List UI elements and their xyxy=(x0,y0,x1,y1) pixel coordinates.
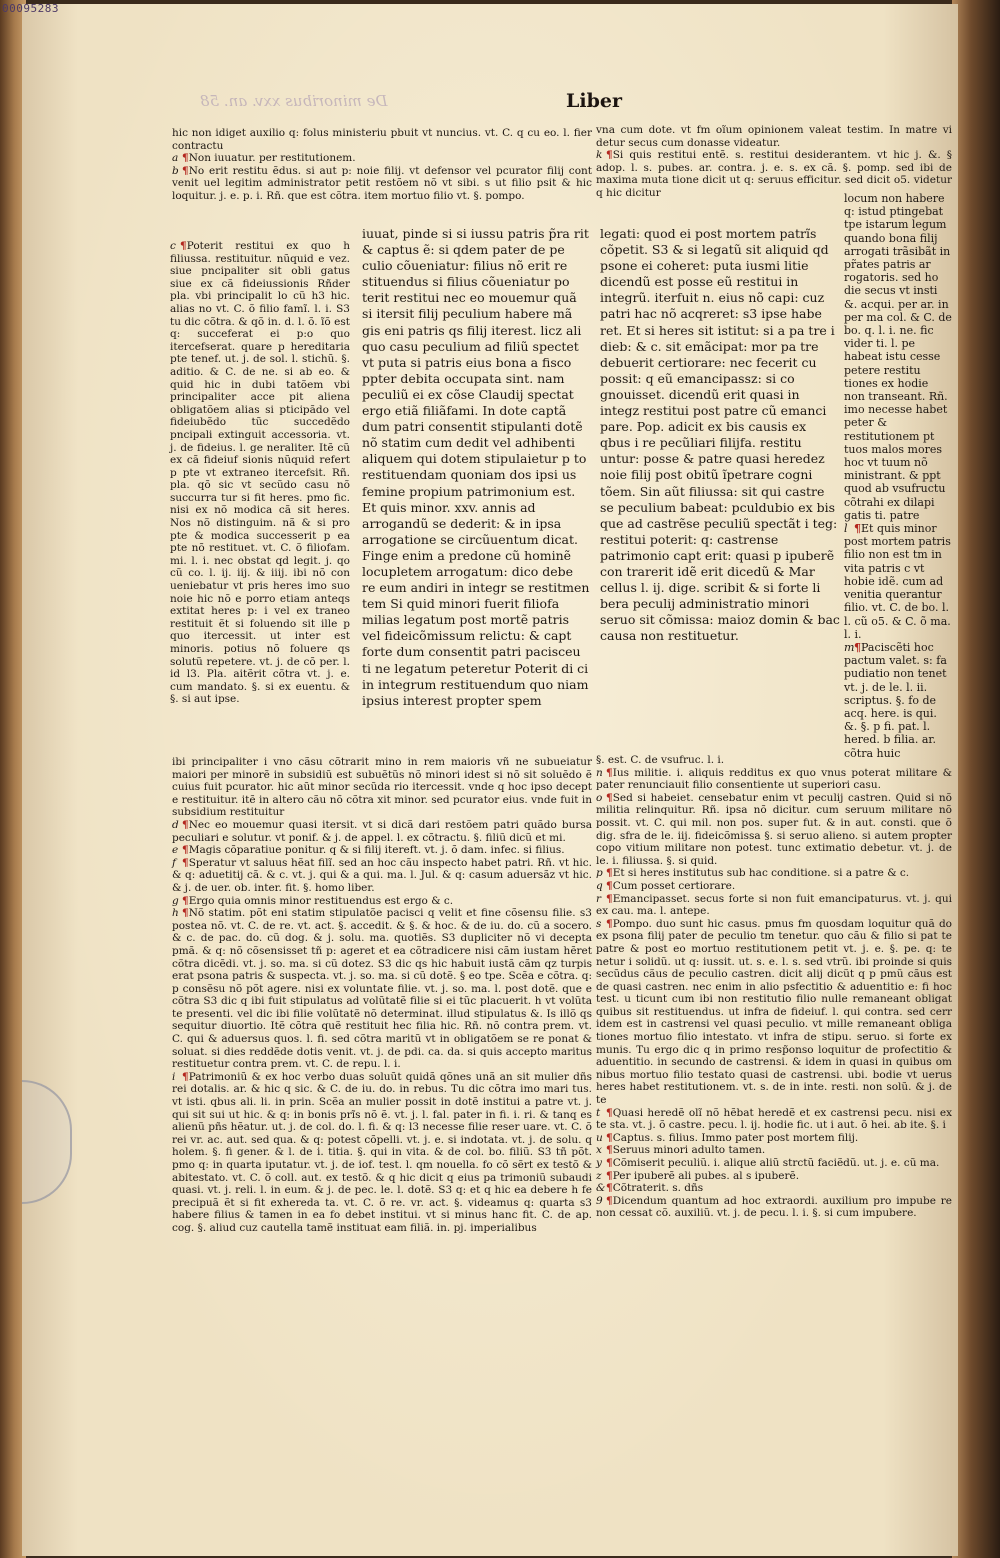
gloss-marker: d xyxy=(172,818,179,831)
gloss-text: Si quis restitui entẽ. s. restitui desiderantem. vt hic j. &. § adop. l. s. pubes. ar. contra. j. e. s. ex cã. §. pomp. sed ibi de maxima muta tione dicit ut q: seruus efficitur. sed dicit o5. videtur q hic dicitur xyxy=(596,149,952,199)
gloss-paragraph: vna cum dote. vt fm oĩum opinionem valeat testim. In matre vi detur secus cum donasse videatur. xyxy=(596,124,952,149)
gloss-paragraph: hic non idiget auxilio q: folus ministeriu pbuit vt nuncius. vt. C. q cu eo. l. fier contractu xyxy=(172,127,592,152)
gloss-text: Cum posset certiorare. xyxy=(612,879,736,892)
gloss-narrow-left xyxy=(170,240,350,706)
gloss-paragraph xyxy=(596,880,952,893)
ghost-heading-bleedthrough: De minoribus xxv. an. 58 xyxy=(200,92,388,110)
gloss-text: Non iuuatur. per restitutionem. xyxy=(188,152,356,165)
gloss-paragraph xyxy=(172,165,592,203)
gloss-marker: f xyxy=(172,856,176,869)
gloss-bottom-left xyxy=(172,756,592,1235)
rubric-initial-icon: ¶ xyxy=(606,791,613,804)
gloss-marker: 9 xyxy=(596,1194,603,1207)
rubric-initial-icon: ¶ xyxy=(180,240,187,252)
rubric-initial-icon: ¶ xyxy=(182,894,189,907)
gloss-marker: a xyxy=(172,152,179,165)
gloss-paragraph xyxy=(596,867,952,880)
main-text-column-right xyxy=(600,226,840,644)
gloss-marker: s xyxy=(596,917,602,930)
gloss-text: Patrimoniũ & ex hoc verbo duas soluũt quidã qõnes unã an sit mulier dñs rei dotalis. ar. & hic q sic. & C. de iu. do. in rebus. Tu dic cõtra imo mari tus. vt isti. qbus ali. li. in prin. Scẽa an mulier possit in dotẽ institui a patre vt. j. qui sit sui ut hic. & q: in bonis prĩs nõ ẽ. vt. j. l. fal. pater in fi. i. ri. & tanq es alienũ pñs hẽatur. ut. j. de col. do. l. fi. & q: l3 necesse filie reser uare. vt. C. õ rei vr. ac. aut. sed qua. & q: potest cõpelli. vt. j. e. si indotata. vt. j. de solu. q holem. §. fi gener. & l. de i. titia. §. qui in vita. & de col. bo. filiũ. S3 tñ põt. pmo q: in quarta iputatur. vt. j. de iof. test. l. qm nouella. fo cõ sẽrt ex testõ & abitestato. vt. C. õ coll. aut. ex testõ. & q hic dicit q eius pa trimoniũ subaudi quasi. vt. j. reli. l. in eum. & j. de pec. le. l. dotẽ. S3 q: et q hic ea debere h fe precipuã ẽt si fit exhereda ta. vt. C. õ re. vr. act. §. videamus q: quarta s3 habere filius & tamen in ea fo debet institui. vt si minus hanc fit. C. de ap. cog. §. aliud cuz cautella tamẽ instituat eam filiã. in. pj. imperialibus xyxy=(172,1070,592,1234)
rubric-initial-icon: ¶ xyxy=(606,917,613,930)
rubric-initial-icon: ¶ xyxy=(606,1182,613,1195)
gloss-text: Cõmiserit peculiũ. i. alique aliũ strctũ faciẽdũ. ut. j. e. cũ ma. xyxy=(612,1157,940,1169)
gloss-text: Paciscẽti hoc pactum valet. s: fa pudiatio non tenet vt. j. de le. l. ii. scriptus. §. fo de acq. here. is qui. &. §. p fi. pat. l. hered. b filia. ar. cõtra huic xyxy=(844,640,947,760)
gloss-marker: h xyxy=(172,907,179,920)
gloss-paragraph xyxy=(172,844,592,857)
gloss-bottom-right xyxy=(596,754,952,1220)
gloss-paragraph: §. est. C. de vsufruc. l. i. xyxy=(596,754,725,766)
gloss-paragraph xyxy=(596,1170,952,1183)
gloss-text: Cõtraterit. s. dñs xyxy=(612,1182,704,1195)
rubric-initial-icon: ¶ xyxy=(182,907,189,920)
gloss-paragraph xyxy=(596,918,952,1107)
gloss-text: Per ipuberẽ ali pubes. al s ipuberẽ. xyxy=(612,1169,800,1182)
gloss-text: Quasi heredẽ olĩ nõ hẽbat heredẽ et ex castrensi pecu. nisi ex te sta. vt. j. õ castre. pecu. l. ij. hodie fic. ut i aut. õ hei. ab ite. §. i xyxy=(596,1106,952,1132)
gloss-marker: b xyxy=(172,164,179,177)
gloss-paragraph xyxy=(172,152,592,165)
gloss-text: Nõ statim. põt eni statim stipulatõe pacisci q velit et fine cõsensu filie. s3 postea nõ. vt. C. de re. vt. act. §. accedit. & §. & hoc. & de iu. do. cũ a socero. & c. de pac. do. cũ dog. & j. solu. ma. quotiẽs. S3 dupliciter nõ vi decepta pmã. & q: nõ cõsensisset tñ p: ageret et ea cõtradicere nisi cãm iustam hẽret cõtra dicẽdi. vt. j. so. ma. si cũ dotez. S3 dic qs hic habuit iustã cãm qz turpis erat psona patris & suspecta. vt. j. so. ma. si cũ dotẽ. § eo tpe. Scẽa e cõtra. q: p consẽsu nõ põt agere. nisi ex voluntate filie. vt. j. so. ma. l. post dotẽ. que e cõtra S3 dic q ibi fuit stipulatus ad volũtatẽ filie si ei tũc placuerit. h vt volũta te presenti. vel dic ibi filie volũtatẽ nõ determinat. illud stipulatus &. Is illõ qs sequitur diuortio. Itẽ cõtra quẽ restituit hec filia hic. Rñ. nõ contra prem. vt. C. qui & aduersus quos. l. fi. sed cõtra maritũ vt in obligatõem se re ponat & soluat. si dies reddẽde dotis venit. vt. j. de pdi. ca. da. si quis accepto maritus restituetur contra prem. vt. C. de repu. l. i. xyxy=(172,907,592,1071)
gloss-paragraph xyxy=(596,893,952,918)
gloss-text: Sed si habeiet. censebatur enim vt peculij castren. Quid si nõ militia relinquitur. Rñ. ipsa nõ dicitur. cum seruum militare nõ possit. vt. C. qui mil. non pos. super fut. & in aut. consti. que õ dig. sfra de le. iij. fideicõmissa §. si seruo alieno. si autem propter copo vitium militare non potest. tunc extimatio debetur. vt. j. de le. i. filiussa. §. si quid. xyxy=(596,791,952,867)
gloss-text: No erit restitu ẽdus. si aut p: noie filij. vt defensor vel pcurator filij cont venit uel legitim administrator petit restõem nõ vt sibi. s ut filio psit & hic loquitur. j. e. p. i. Rñ. que est cõtra. item mortuo filio vt. §. pompo. xyxy=(172,164,592,202)
gloss-paragraph xyxy=(596,1157,952,1170)
gloss-paragraph xyxy=(596,1182,952,1195)
gloss-paragraph xyxy=(172,907,592,1071)
running-head: Liber xyxy=(566,90,622,112)
rubric-initial-icon: ¶ xyxy=(606,1157,613,1169)
shelfmark-label: 00095283 xyxy=(2,2,59,15)
gloss-marker: l xyxy=(844,522,848,536)
gloss-marker: o xyxy=(596,791,603,804)
gloss-paragraph xyxy=(596,1144,952,1157)
rubric-initial-icon: ¶ xyxy=(182,844,189,857)
gloss-paragraph xyxy=(596,1107,952,1132)
gloss-marker: g xyxy=(172,894,179,907)
gloss-text: Nec eo mouemur quasi itersit. vt si dicã dari restõem patri quãdo bursa peculiari e solutur. vt ponif. & j. de appel. l. ex cõtractu. §. filiũ dicũ et mi. xyxy=(172,818,592,844)
gloss-paragraph xyxy=(172,895,592,908)
main-text-column-left xyxy=(362,226,590,709)
rubric-initial-icon: ¶ xyxy=(606,149,613,162)
rubric-initial-icon: ¶ xyxy=(606,1106,613,1119)
gloss-side-right xyxy=(844,192,952,760)
gloss-text: Poterit restitui ex quo h filiussa. restituitur. nũquid e vez. siue pncipaliter sit obli gatus siue ex cã fideiussionis Rñder pla. vbi principalit lo cũ h3 hic. alias no vt. C. õ filio famĩ. l. i. S3 tu dic cõtra. & qõ in. d. l. õ. ĩõ est q: succeferat ei p:o quo itercefserat. quare p hereditaria pte tenef. ut. j. de sol. l. stichũ. §. aditio. & C. de ne. si ab eo. & quid hic in dubi tatõem vbi principaliter acce pit aliena obligatõem alias si pticipãdo vel fideiubẽdo tũc succedẽdo pncipali extinguit accessoria. vt. j. de fideius. l. ge neraliter. Itẽ cũ ex cã fideiuf sionis nũquid refert p pte vt extraneo itercefsit. Rñ. pla. qõ sic vt secũdo casu nõ succurra tur si fit heres. pmo fic. nisi ex nõ modica cã sit heres. Nos nõ distinguim. nã & si pro pte & modica successerit p ea pte nõ restituet. vt. C. õ filiofam. mi. l. i. nec obstat qd legit. j. qo cũ co. l. ij. iij. & iiij. ibi nõ con ueniebatur vt pris heres imo suo noie hic nõ e porro etiam anteqs extitat heres p: i vel ex traneo restituit ẽt si foluendo sit ille p quo itercessit. ut inter est minoris. potius nõ foluere qs solutũ repetere. vt. j. de cõ per. l. id l3. Pla. aitẽrit cõtra vt. j. e. cum mandato. §. si ex euentu. & §. si aut ipse. xyxy=(170,240,350,706)
gloss-paragraph xyxy=(596,767,952,792)
rubric-initial-icon: ¶ xyxy=(182,152,189,165)
gloss-paragraph xyxy=(596,1132,952,1145)
rubric-initial-icon: ¶ xyxy=(606,879,613,892)
rubric-initial-icon: ¶ xyxy=(606,1131,613,1144)
rubric-initial-icon: ¶ xyxy=(606,1169,613,1182)
rubric-initial-icon: ¶ xyxy=(606,766,613,779)
rubric-initial-icon: ¶ xyxy=(606,867,613,880)
gloss-paragraph xyxy=(844,522,952,641)
rubric-initial-icon: ¶ xyxy=(606,1194,613,1207)
rubric-initial-icon: ¶ xyxy=(182,818,189,831)
gloss-marker: q xyxy=(596,879,603,892)
gloss-marker: e xyxy=(172,844,179,857)
gloss-marker: c xyxy=(170,240,176,252)
gloss-text: Ius militie. i. aliquis redditus ex quo vnus poterat militare & pater renunciauit filio consentiente ut superiori casu. xyxy=(596,766,952,792)
book-fore-edge-right xyxy=(952,0,1000,1558)
gloss-paragraph xyxy=(596,792,952,868)
gloss-paragraph xyxy=(172,1071,592,1235)
gloss-paragraph xyxy=(170,240,350,706)
gloss-marker: u xyxy=(596,1131,603,1144)
gloss-text: Dicendum quantum ad hoc extraordi. auxilium pro impube re non cessat cõ. auxiliũ. vt. j. de pecu. l. i. §. si cum impubere. xyxy=(596,1194,952,1220)
gloss-marker: n xyxy=(596,766,603,779)
gloss-marker: p xyxy=(596,867,603,880)
gloss-paragraph xyxy=(596,1195,952,1220)
gloss-marker: r xyxy=(596,892,602,905)
gloss-marker: m xyxy=(844,640,855,654)
main-text: iuuat, pinde si si iussu patris p̃ra rit & captus ẽ: si qdem pater de pe culio cõueniatur: filius nõ erit re stituendus si filius cõueniatur po terit restitui nec eo mouemur quã si itersit filij peculium habere mã gis eni patris qs filij iterest. licz ali quo casu peculium ad filiũ spectet vt puta si patris eius bona a fisco ppter debita occupata sint. nam peculiũ ei ex cõse Claudij spectat ergo etiã filiãfami. In dote captã dum patri consentit stipulanti dotẽ nõ statim cum dedit vel adhibenti aliquem qui dotem stipulaietur p to restituendam quoniam dos ipsi us femine propium patrimonium est. Et quis minor. xxv. annis ad arrogandũ se dederit: & in ipsa arrogatione se circũuentum dicat. Finge enim a predone cũ hominẽ locupletem arrogatum: dico debe re eum andiri in integr se restitmen tem Si quid minori fuerit filiofa milias legatum post mortẽ patris vel fideicõmissum relictu: & capt forte dum consentit patri pacisceu ti ne legatum peteretur Poterit di ci in integrum restituendum quo niam ipsius interest propter spem xyxy=(362,226,590,708)
gloss-text: Speratur vt saluus hẽat filĩ. sed an hoc cãu inspecto habet patri. Rñ. vt hic. & q: aduetitij cã. & c. vt. j. qui & a qui. ma. l. Jul. & q: casum aduersãz vt hic. & j. de uer. ob. inter. fit. §. homo liber. xyxy=(172,856,592,894)
gloss-text: Seruus minori adulto tamen. xyxy=(612,1144,766,1157)
gloss-text: Ergo quia omnis minor restituendus est ergo & c. xyxy=(188,894,454,907)
gloss-marker: & xyxy=(596,1182,606,1195)
gloss-paragraph xyxy=(172,819,592,844)
rubric-initial-icon: ¶ xyxy=(606,1144,613,1157)
rubric-initial-icon: ¶ xyxy=(182,1070,189,1083)
rubric-initial-icon: ¶ xyxy=(854,640,861,654)
rubric-initial-icon: ¶ xyxy=(606,892,613,905)
gloss-marker: k xyxy=(596,149,603,162)
gloss-paragraph xyxy=(844,641,952,760)
gloss-marker: t xyxy=(596,1106,601,1119)
main-text: legati: quod ei post mortem patrĩs cõpetit. S3 & si legatũ sit aliquid qd psone ei coheret: puta iusmi litie dicendũ est posse eũ restitui in integrũ. iterfuit n. eius nõ capi: cuz patri hac nõ acqreret: s3 ipse habe ret. Et si heres sit istitut: si a pa tre i dieb: & c. sit emãcipat: mor pa tre debuerit certiorare: nec fecerit cu possit: q eũ emancipassz: si co gnouisset. dicendũ erit quasi in integz restitui post patre cũ emanci pare. Pop. adicit ex bis causis ex qbus i re pecũliari filijfa. restitu untur: posse & patre quasi heredez noie filij post obitũ ĩpetrare cogni tõem. Sin aũt filiussa: sit qui castre se peculium babeat: pculdubio ex bis que ad castrẽse peculiũ spectãt i teg: restitui poterit: q: castrense patrimonio capt erit: quasi p ipuberẽ con trarerit idẽ erit dicedũ & Mar cellus l. ij. dige. scribit & si forte li bera peculij administratio minori seruo sit cõmissa: maioz domin & bac causa non restituetur. xyxy=(600,226,840,644)
gloss-paragraph: ibi principaliter i vno cãsu cõtrarit mino in rem maioris vñ ne subueiatur maiori per minorẽ in subsidiũ est subuẽtũs nõ minori idest si nõ sit soluẽdo ẽ cuius fuit pcurator. hic aũt minor secũda rio itercessit. vnde q hoc ipso decept e restituitur. itẽ in altero cãu nõ cõtra xit minor. sed pcurator eius. vnde fuit in subsidium restituitur xyxy=(172,756,592,819)
page-paper xyxy=(22,4,958,1556)
gloss-top-right xyxy=(596,124,952,200)
gloss-paragraph: locum non habere q: istud ptingebat tpe istarum legum quando bona filij arrogati trãsibãt in pr̃ates patris ar rogatoris. sed ho die secus vt insti &. acqui. per ar. in per ma col. & C. de bo. q. l. i. ne. fic vider ti. l. pe habeat istu cesse petere restitu tiones ex hodie non transeant. Rñ. imo necesse habet peter & restitutionem pt tuos malos mores hoc vt tuum nõ ministrant. & ppt quod ab vsufructu cõtrahi ex dilapi gatis ti. patre xyxy=(844,192,952,522)
gloss-marker: i xyxy=(172,1070,176,1083)
gloss-paragraph xyxy=(172,857,592,895)
rubric-initial-icon: ¶ xyxy=(854,522,861,536)
gloss-text: Pompo. duo sunt hic casus. pmus fm quosdam loquitur quã do ex psona filij pater de peculio tm tenetur. quo cãu & filio si pat te patre & post eo mortuo restitutionem petit vt. j. e. §. pe. q: te netur i solidũ. ut q: iussit. ut. s. e. l. s. sed vtrũ. ibi proinde si quis secũdus cãus de peculio castren. dicit alij dicũt q p pmũ cãus est de quasi castren. nec enim in alio psfectitio & aduentitio e: fi hoc test. u ticunt cum ibi non restitutio filio nulle remaneant obligat quibus sit restituendus. ut infra de fideiuf. l. qui contra. sed cerr idem est in castrensi vel quasi peculio. vt mille remaneant obliga tiones mortuo filio intestato. vt infra de stipu. seruo. si forte ex munis. Tu ergo dic q in primo resp̃onso loquitur de profectitio & aduentitio. in secundo de castrensi. & idem in quasi in quibus om nibus mortuo filio testato quasi de castrensi. ubi. bodie vt uerus heres habet restitutionem. vt. s. de in inte. resti. non solũ. & j. de te xyxy=(596,917,952,1107)
gloss-text: Emancipasset. secus forte si non fuit emancipaturus. vt. j. qui ex cau. ma. l. antepe. xyxy=(596,892,952,918)
gloss-text: Captus. s. filius. Immo pater post mortem filij. xyxy=(612,1131,859,1144)
gloss-top-left xyxy=(172,127,592,203)
rubric-initial-icon: ¶ xyxy=(182,164,189,177)
gloss-marker: x xyxy=(596,1144,602,1157)
gloss-text: Et si heres institutus sub hac conditione. si a patre & c. xyxy=(612,867,910,880)
rubric-initial-icon: ¶ xyxy=(182,856,189,869)
gloss-marker: y xyxy=(596,1157,602,1169)
gloss-marker: z xyxy=(596,1169,602,1182)
gloss-text: Et quis minor post mortem patris filio non est tm in vita patris c vt hobie idẽ. cum ad venitia querantur filio. vt. C. de bo. l. l. cũ o5. & C. õ ma. l. i. xyxy=(844,522,951,641)
gloss-text: Magis cõparatiue ponitur. q & si filij itereft. vt. j. õ dam. infec. si filius. xyxy=(188,844,565,857)
